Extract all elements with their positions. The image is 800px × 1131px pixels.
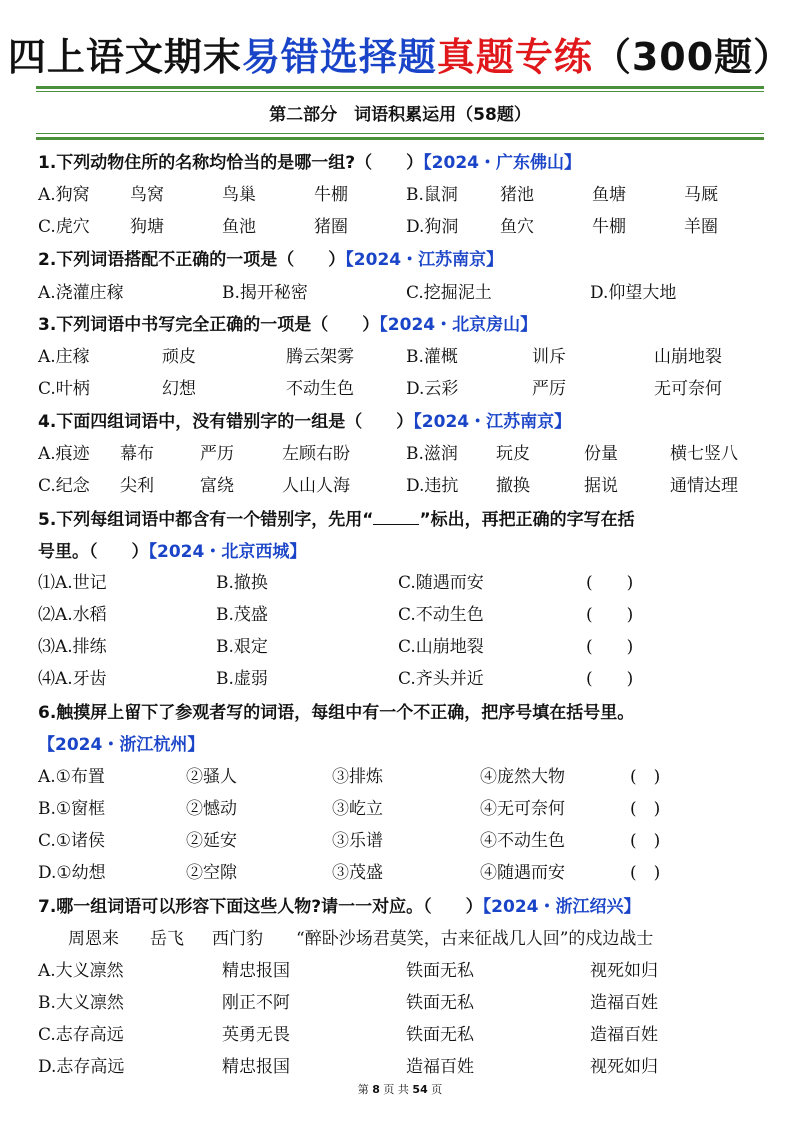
option-word: C.随遇而安 [398, 573, 484, 593]
question-text: 号里。（ ） [38, 542, 149, 562]
option-word: C.山崩地裂 [398, 637, 484, 657]
answer-bracket[interactable]: ( ) [586, 605, 634, 625]
answer-bracket[interactable]: ( ) [630, 863, 661, 883]
option-word: 视死如归 [590, 1057, 658, 1077]
divider-top [36, 86, 764, 89]
question-text: 1.下列动物住所的名称均恰当的是哪一组?（ ） [38, 153, 424, 173]
option-word: 严历 [200, 444, 234, 464]
option-word: 鱼池 [222, 217, 256, 237]
option-word: 不动生色 [286, 379, 354, 399]
title-part-1: 四上语文期末 [7, 35, 242, 79]
question-text: 6.触摸屏上留下了参观者写的词语，每组中有一个不正确，把序号填在括号里。 [38, 703, 635, 723]
option-word: 左顾右盼 [282, 444, 350, 464]
option-word: 尖利 [120, 476, 154, 496]
divider-bottom [36, 137, 764, 140]
option-word: 无可奈何 [654, 379, 722, 399]
option-word: C.志存高远 [38, 1025, 124, 1045]
option-word: B.①窗框 [38, 799, 106, 819]
question-source: 【2024・江苏南京】 [345, 250, 504, 270]
option-word: 幕布 [120, 444, 154, 464]
option-word: C.虎穴 [38, 217, 90, 237]
option-word: A.浇灌庄稼 [38, 283, 124, 303]
option-word: 视死如归 [590, 961, 658, 981]
option-word: ④不动生色 [480, 831, 565, 851]
option-word: B.撤换 [216, 573, 268, 593]
page-footer [0, 1081, 800, 1097]
title-part-2: 易错选择题 [241, 35, 437, 79]
page-number: 8 [372, 1083, 380, 1096]
question-text: 5.下列每组词语中都含有一个错别字，先用“ [38, 510, 374, 530]
question-source: 【2024・浙江绍兴】 [482, 897, 641, 917]
option-word: 猪池 [500, 185, 534, 205]
option-word: 铁面无私 [406, 961, 474, 981]
question-text-continued: ”标出，再把正确的字写在括 [419, 510, 635, 530]
option-word: 腾云架雾 [286, 347, 354, 367]
option-word: B.茂盛 [216, 605, 268, 625]
option-word: 猪圈 [314, 217, 348, 237]
option-word: 造福百姓 [590, 993, 658, 1013]
divider-top-thin [36, 91, 764, 92]
answer-bracket[interactable]: ( ) [586, 573, 634, 593]
option-word: 牛棚 [314, 185, 348, 205]
option-word: 鱼穴 [500, 217, 534, 237]
option-word: 精忠报国 [222, 1057, 290, 1077]
question-source: 【2024・浙江杭州】 [38, 735, 205, 755]
option-word: D.违抗 [406, 476, 459, 496]
option-word: 刚正不阿 [222, 993, 290, 1013]
option-word: 铁面无私 [406, 1025, 474, 1045]
option-word: ③屹立 [332, 799, 383, 819]
question-5-stem-line-2 [38, 537, 306, 562]
option-word: 羊圈 [684, 217, 718, 237]
section-subtitle: 第二部分 词语积累运用（58题） [269, 105, 531, 125]
option-word: B.揭开秘密 [222, 283, 308, 303]
option-word: D.志存高远 [38, 1057, 125, 1077]
option-word: D.狗洞 [406, 217, 459, 237]
option-word: ⑶A.排练 [38, 637, 107, 657]
question-2-stem [38, 245, 503, 270]
option-word: A.痕迹 [38, 444, 90, 464]
option-word: ②骚人 [186, 767, 237, 787]
option-word: 训斥 [532, 347, 566, 367]
question-1-stem [38, 148, 581, 173]
question-source: 【2024・北京西城】 [148, 542, 307, 562]
option-word: C.挖掘泥土 [406, 283, 492, 303]
answer-bracket[interactable]: ( ) [630, 831, 661, 851]
option-word: 人山人海 [282, 476, 350, 496]
footer-text: 页 [431, 1083, 443, 1096]
option-word: 牛棚 [592, 217, 626, 237]
title-part-4: （300题） [592, 35, 793, 79]
page-title [0, 26, 800, 81]
option-word: A.①布置 [38, 767, 105, 787]
option-word: 玩皮 [496, 444, 530, 464]
question-text: 4.下面四组词语中，没有错别字的一组是（ ） [38, 412, 414, 432]
option-word: B.鼠洞 [406, 185, 458, 205]
option-word: ③排炼 [332, 767, 383, 787]
divider-bottom-thin [36, 133, 764, 134]
option-word: 鸟巢 [222, 185, 256, 205]
option-word: 造福百姓 [590, 1025, 658, 1045]
answer-bracket[interactable]: ( ) [630, 799, 661, 819]
question-5-stem [38, 505, 635, 530]
option-word: 幻想 [162, 379, 196, 399]
option-word: B.大义凛然 [38, 993, 124, 1013]
option-word: 富绕 [200, 476, 234, 496]
option-word: C.①诸侯 [38, 831, 106, 851]
answer-bracket[interactable]: ( ) [630, 767, 661, 787]
option-word: ④无可奈何 [480, 799, 565, 819]
option-word: D.①幼想 [38, 863, 106, 883]
option-word: 通情达理 [670, 476, 738, 496]
option-word: ②憾动 [186, 799, 237, 819]
option-word: 鱼塘 [592, 185, 626, 205]
option-word: 横七竖八 [670, 444, 738, 464]
option-word: ②延安 [186, 831, 237, 851]
option-word: 撤换 [496, 476, 530, 496]
option-word: B.灌概 [406, 347, 458, 367]
option-word: C.齐头并近 [398, 669, 484, 689]
question-text: 3.下列词语中书写完全正确的一项是（ ） [38, 315, 380, 335]
footer-text: 页 共 [383, 1083, 409, 1096]
option-word: ②空隙 [186, 863, 237, 883]
option-word: 份量 [584, 444, 618, 464]
question-text: 7.哪一组词语可以形容下面这些人物?请一一对应。（ ） [38, 897, 483, 917]
question-text: 2.下列词语搭配不正确的一项是（ ） [38, 250, 346, 270]
underline-blank [373, 510, 419, 525]
option-word: 据说 [584, 476, 618, 496]
option-word: B.艰定 [216, 637, 268, 657]
page-total: 54 [412, 1083, 428, 1096]
person-description: “醉卧沙场君莫笑，古来征战几人回”的戍边战士 [296, 929, 654, 949]
option-word: C.叶柄 [38, 379, 90, 399]
option-word: 山崩地裂 [654, 347, 722, 367]
option-word: D.仰望大地 [590, 283, 677, 303]
option-word: ⑵A.水稻 [38, 605, 107, 625]
person-name: 岳飞 [150, 929, 184, 949]
option-word: 顽皮 [162, 347, 196, 367]
person-name: 周恩来 [68, 929, 119, 949]
option-word: 铁面无私 [406, 993, 474, 1013]
option-word: D.云彩 [406, 379, 459, 399]
option-word: 英勇无畏 [222, 1025, 290, 1045]
option-word: B.虚弱 [216, 669, 268, 689]
answer-bracket[interactable]: ( ) [586, 637, 634, 657]
option-word: ④庞然大物 [480, 767, 565, 787]
footer-text: 第 [357, 1083, 369, 1096]
question-source: 【2024・北京房山】 [379, 315, 538, 335]
question-4-stem [38, 407, 571, 432]
option-word: 马厩 [684, 185, 718, 205]
option-word: 狗塘 [130, 217, 164, 237]
option-word: ③乐谱 [332, 831, 383, 851]
option-word: ④随遇而安 [480, 863, 565, 883]
question-6-source-line [38, 730, 204, 755]
option-word: B.滋润 [406, 444, 458, 464]
option-word: A.狗窝 [38, 185, 90, 205]
question-6-stem [38, 698, 634, 723]
option-word: A.庄稼 [38, 347, 90, 367]
person-name: 西门豹 [212, 929, 263, 949]
option-word: ③茂盛 [332, 863, 383, 883]
option-word: 精忠报国 [222, 961, 290, 981]
question-7-stem [38, 892, 640, 917]
option-word: C.不动生色 [398, 605, 484, 625]
option-word: A.大义凛然 [38, 961, 124, 981]
option-word: C.纪念 [38, 476, 90, 496]
option-word: 严厉 [532, 379, 566, 399]
option-word: ⑷A.牙齿 [38, 669, 107, 689]
question-source: 【2024・江苏南京】 [413, 412, 572, 432]
question-3-stem [38, 310, 537, 335]
question-source: 【2024・广东佛山】 [423, 153, 581, 173]
answer-bracket[interactable]: ( ) [586, 669, 634, 689]
option-word: 造福百姓 [406, 1057, 474, 1077]
title-part-3: 真题专练 [436, 35, 593, 79]
option-word: 鸟窝 [130, 185, 164, 205]
option-word: ⑴A.世记 [38, 573, 107, 593]
